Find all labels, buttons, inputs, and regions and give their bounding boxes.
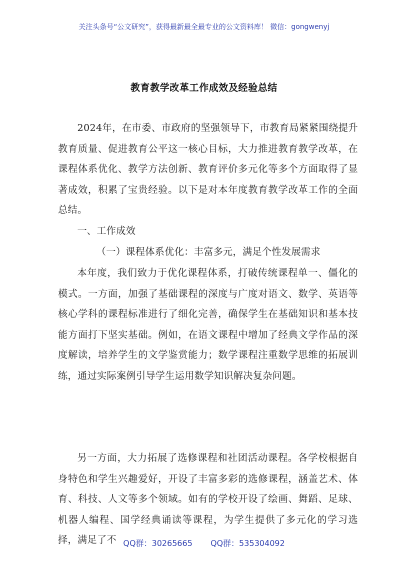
header-promo-note: 关注头条号“公文研究”，获得最新最全最专业的公文资料库！ 微信：gongwenyj (78, 23, 330, 31)
footer-qq-group-1: QQ群：30265665 (123, 539, 193, 548)
footer-contact (0, 538, 408, 549)
section-heading: 一、工作成效 (77, 226, 136, 237)
body-paragraph-1: 本年度，我们致力于优化课程体系，打破传统课程单一、僵化的模式。一方面，加强了基础课程的深度与广度对语文、数学、英语等核心学科的课程标准进行了细化完善，确保学生在基础知识和基本技能方面打下坚实基础。例如，在语文课程中增加了经典文学作品的深度解读，培养学生的文学鉴赏能力；数学课程注重数学思维的拓展训练，通过实际案例引导学生运用数学知识解决复杂问题。 (58, 268, 358, 382)
body-paragraph-2: 另一方面，大力拓展了选修课程和社团活动课程。各学校根据自身特色和学生兴趣爱好，开设了丰富多彩的选修课程，涵盖艺术、体育、科技、人文等多个领域。如有的学校开设了绘画、舞蹈、足球、机器人编程、国学经典诵读等课程，为学生提供了多元化的学习选择，满足了不 (58, 453, 358, 547)
document-title: 教育教学改革工作成效及经验总结 (130, 83, 278, 94)
intro-paragraph: 2024年，在市委、市政府的坚强领导下，市教育局紧紧围绕提升教育质量、促进教育公平这一核心目标，大力推进教育教学改革，在课程体系优化、教学方法创新、教育评价多元化等多个方面取得了显著成效，积累了宝贵经验。以下是对本年度教育教学改革工作的全面总结。 (58, 123, 358, 217)
subsection-heading: （一）课程体系优化：丰富多元，满足个性发展需求 (96, 247, 321, 258)
footer-qq-group-2: QQ群：535304092 (210, 539, 285, 548)
